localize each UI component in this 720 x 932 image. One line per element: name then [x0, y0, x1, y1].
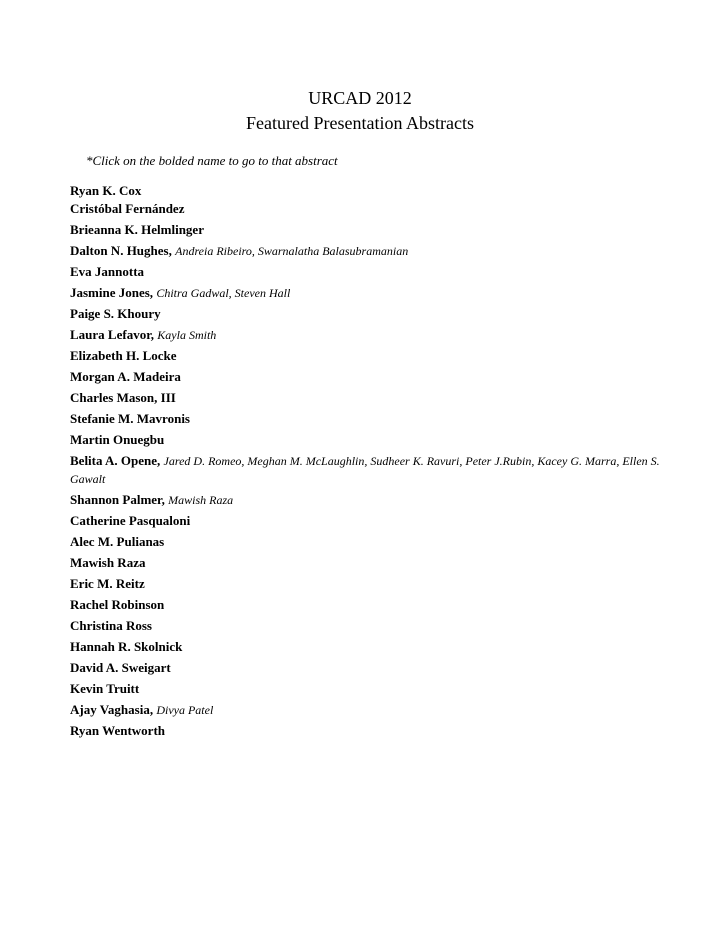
- abstract-link[interactable]: Christina Ross: [70, 618, 152, 633]
- list-item: [70, 452, 680, 488]
- list-item: [70, 554, 680, 572]
- abstract-link[interactable]: Catherine Pasqualoni: [70, 513, 191, 528]
- coauthors: Divya Patel: [156, 703, 214, 717]
- list-item: [70, 533, 680, 551]
- abstract-link[interactable]: Morgan A. Madeira: [70, 369, 181, 384]
- abstract-list: [70, 182, 680, 743]
- abstract-link[interactable]: Belita A. Opene,: [70, 453, 161, 468]
- title-line-1: URCAD 2012: [308, 88, 412, 108]
- list-item: [70, 389, 680, 407]
- coauthors: Mawish Raza: [168, 493, 234, 507]
- abstract-link[interactable]: Elizabeth H. Locke: [70, 348, 177, 363]
- abstract-link[interactable]: Jasmine Jones,: [70, 285, 154, 300]
- coauthors: Kayla Smith: [157, 328, 217, 342]
- title-block: [0, 86, 720, 136]
- abstract-link[interactable]: Stefanie M. Mavronis: [70, 411, 190, 426]
- list-item: [70, 596, 680, 614]
- list-item: [70, 512, 680, 530]
- abstract-link[interactable]: Eva Jannotta: [70, 264, 145, 279]
- list-item: [70, 347, 680, 365]
- abstract-link[interactable]: Laura Lefavor,: [70, 327, 155, 342]
- list-item: [70, 431, 680, 449]
- abstract-link[interactable]: David A. Sweigart: [70, 660, 171, 675]
- list-item: [70, 701, 680, 719]
- list-item: [70, 617, 680, 635]
- abstract-link[interactable]: Eric M. Reitz: [70, 576, 145, 591]
- instruction-note: *Click on the bolded name to go to that abstract: [86, 153, 338, 168]
- abstract-link[interactable]: Cristóbal Fernández: [70, 201, 185, 216]
- list-item: [70, 722, 680, 740]
- list-item: [70, 221, 680, 239]
- list-item: [70, 263, 680, 281]
- abstract-link[interactable]: Ryan K. Cox: [70, 183, 142, 198]
- abstract-link[interactable]: Charles Mason, III: [70, 390, 176, 405]
- list-item: [70, 659, 680, 677]
- list-item: [70, 680, 680, 698]
- list-item: [70, 326, 680, 344]
- list-item: [70, 491, 680, 509]
- abstract-link[interactable]: Brieanna K. Helmlinger: [70, 222, 204, 237]
- list-item: [70, 638, 680, 656]
- list-item: [70, 200, 680, 218]
- list-item: [70, 575, 680, 593]
- list-item: [70, 182, 680, 200]
- list-item: [70, 242, 680, 260]
- coauthors: Jared D. Romeo, Meghan M. McLaughlin, Sudheer K. Ravuri, Peter J.Rubin, Kacey G. Marra, Ellen S. Gawalt: [70, 454, 660, 486]
- abstract-link[interactable]: Ryan Wentworth: [70, 723, 166, 738]
- coauthors: Chitra Gadwal, Steven Hall: [156, 286, 291, 300]
- abstract-link[interactable]: Paige S. Khoury: [70, 306, 161, 321]
- abstract-link[interactable]: Dalton N. Hughes,: [70, 243, 172, 258]
- abstract-link[interactable]: Martin Onuegbu: [70, 432, 165, 447]
- abstract-link[interactable]: Hannah R. Skolnick: [70, 639, 183, 654]
- list-item: [70, 368, 680, 386]
- abstract-link[interactable]: Rachel Robinson: [70, 597, 165, 612]
- coauthors: Andreia Ribeiro, Swarnalatha Balasubramanian: [175, 244, 409, 258]
- abstract-link[interactable]: Ajay Vaghasia,: [70, 702, 154, 717]
- abstract-link[interactable]: Kevin Truitt: [70, 681, 140, 696]
- abstract-link[interactable]: Shannon Palmer,: [70, 492, 165, 507]
- abstract-link[interactable]: Mawish Raza: [70, 555, 146, 570]
- list-item: [70, 410, 680, 428]
- list-item: [70, 305, 680, 323]
- title-line-2: Featured Presentation Abstracts: [246, 113, 474, 133]
- list-item: [70, 284, 680, 302]
- abstract-link[interactable]: Alec M. Pulianas: [70, 534, 165, 549]
